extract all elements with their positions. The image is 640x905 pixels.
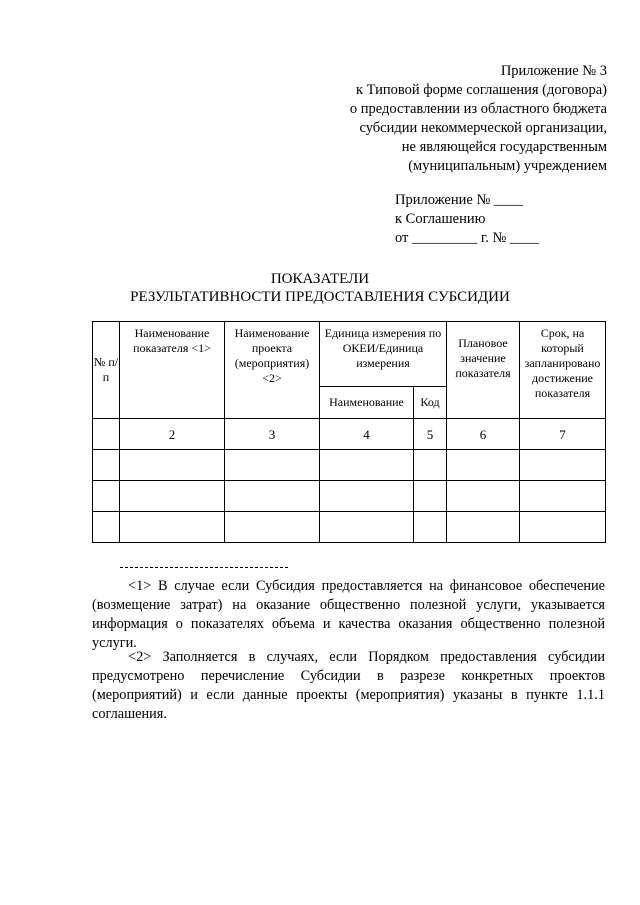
footnote-separator xyxy=(120,567,288,568)
header-line-1: Приложение № 3 xyxy=(500,63,607,79)
attachment-line-2: к Соглашению xyxy=(395,211,486,227)
column-header-planned: Плановое значение показателя xyxy=(447,322,520,419)
header-line-6: (муниципальным) учреждением xyxy=(408,158,607,174)
table-row xyxy=(93,481,606,512)
column-number-2: 2 xyxy=(120,419,225,450)
attachment-line-3: от _________ г. № ____ xyxy=(395,230,539,246)
footnote-2 xyxy=(92,648,605,724)
table-header-row xyxy=(93,322,606,387)
header-line-5: не являющейся государственным xyxy=(401,139,607,155)
column-number-3: 3 xyxy=(225,419,320,450)
column-header-unit-code: Код xyxy=(414,387,447,419)
indicators-table xyxy=(92,321,606,543)
column-header-number: № п/п xyxy=(93,322,120,419)
column-header-deadline: Срок, на который запланировано достижение показателя xyxy=(520,322,606,419)
header-line-4: субсидии некоммерческой организации, xyxy=(359,120,607,136)
column-header-project: Наименование проекта (мероприятия) <2> xyxy=(225,322,320,419)
column-number-5: 5 xyxy=(414,419,447,450)
header-line-2: к Типовой форме соглашения (договора) xyxy=(355,82,607,98)
column-number-6: 6 xyxy=(447,419,520,450)
document-title: ПОКАЗАТЕЛИ xyxy=(270,271,370,287)
attachment-line-1: Приложение № ____ xyxy=(395,192,523,208)
column-header-unit-name: Наименование xyxy=(320,387,414,419)
column-header-unit: Единица измерения по ОКЕИ/Единица измерения xyxy=(320,322,447,387)
footnote-1 xyxy=(92,577,605,653)
column-number-7: 7 xyxy=(520,419,606,450)
table-number-row xyxy=(93,419,606,450)
column-header-indicator: Наименование показателя <1> xyxy=(120,322,225,419)
header-line-3: о предоставлении из областного бюджета xyxy=(349,101,607,117)
table-row xyxy=(93,450,606,481)
table-row xyxy=(93,512,606,543)
document-subtitle: РЕЗУЛЬТАТИВНОСТИ ПРЕДОСТАВЛЕНИЯ СУБСИДИИ xyxy=(130,289,510,305)
column-number-4: 4 xyxy=(320,419,414,450)
footnote-2-text: <2> Заполняется в случаях, если Порядком предоставления субсидии предусмотрено перечисление Субсидии в разрезе конкретных проектов (мероприятий) и если данные проекты (мероприятия) указаны в пункте 1.1.1 соглашения. xyxy=(92,649,605,722)
footnote-1-text: <1> В случае если Субсидия предоставляется на финансовое обеспечение (возмещение затрат) на оказание общественно полезной услуги, указывается информация о показателях объема и качества оказания общественно полезной услуги. xyxy=(92,578,605,651)
